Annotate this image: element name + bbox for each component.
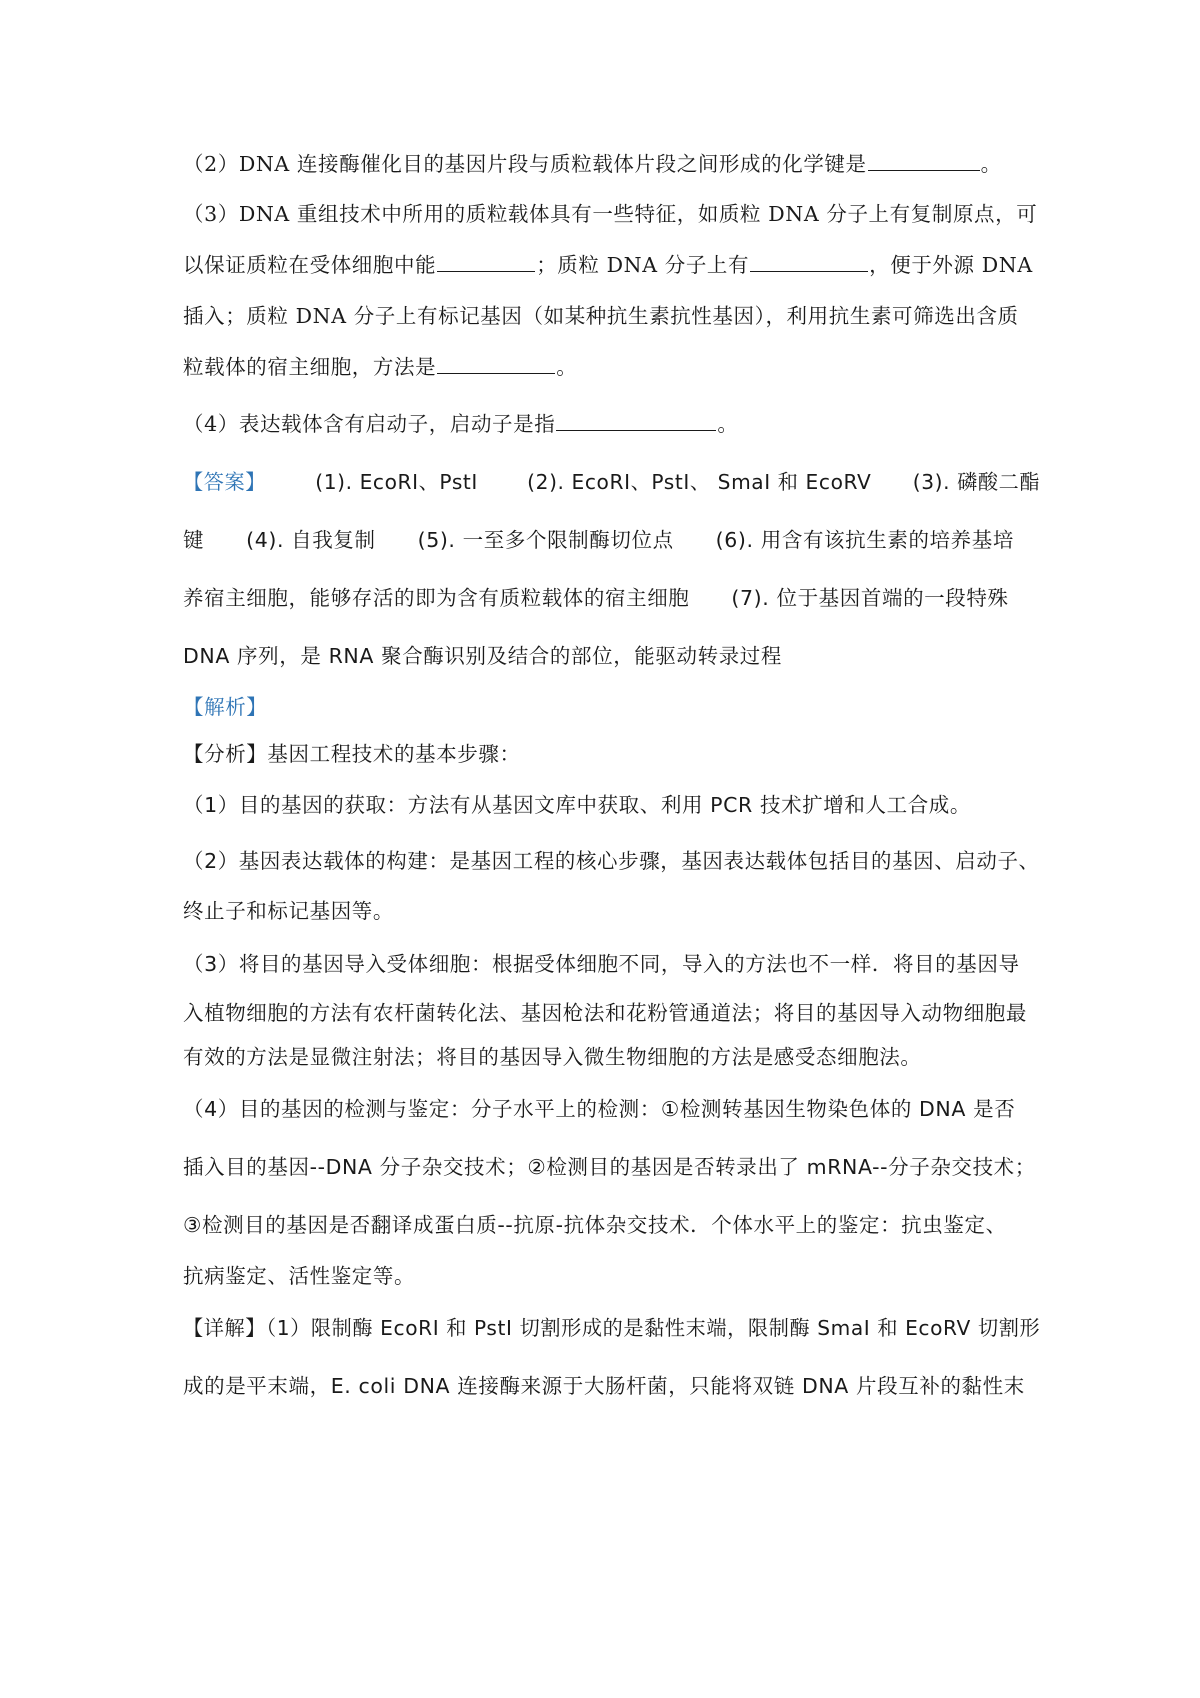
analysis-step-2-line-2: 终止子和标记基因等。 — [183, 899, 394, 923]
detail-line-1: 【详解】（1）限制酶 EcoRI 和 PstI 切割形成的是黏性末端，限制酶 SmaI 和 EcoRV 切割形 — [183, 1316, 1041, 1340]
answer-line-2 — [183, 526, 1014, 554]
question-3-text-d: 粒载体的宿主细胞，方法是 — [183, 355, 437, 379]
question-4-line — [183, 410, 738, 438]
answer-line-4: DNA 序列，是 RNA 聚合酶识别及结合的部位，能驱动转录过程 — [183, 644, 782, 668]
question-2-end: 。 — [980, 152, 1002, 176]
analysis-step-2-line-1: （2）基因表达载体的构建：是基因工程的核心步骤，基因表达载体包括目的基因、启动子、 — [183, 849, 1040, 873]
analysis-intro: 【分析】基因工程技术的基本步骤： — [183, 742, 521, 766]
question-3-end: 。 — [556, 355, 578, 379]
answer-item-6-cont: 养宿主细胞，能够存活的即为含有质粒载体的宿主细胞 — [183, 586, 690, 610]
analysis-step-4-line-2: 插入目的基因--DNA 分子杂交技术；②检测目的基因是否转录出了 mRNA--分子杂交技术； — [183, 1155, 1036, 1179]
answer-item-3: (3). 磷酸二酯 — [912, 470, 1041, 494]
question-3-text-b: ；质粒 DNA 分子上有 — [536, 253, 750, 277]
analysis-step-4-line-3: ③检测目的基因是否翻译成蛋白质--抗原-抗体杂交技术．个体水平上的鉴定：抗虫鉴定、 — [183, 1213, 1007, 1237]
analysis-step-3-line-2: 入植物细胞的方法有农杆菌转化法、基因枪法和花粉管通道法；将目的基因导入动物细胞最 — [183, 1001, 1027, 1025]
answer-blank — [437, 353, 555, 374]
answer-blank — [556, 410, 716, 431]
answer-line-1 — [183, 468, 1040, 496]
question-3-text-a: 以保证质粒在受体细胞中能 — [183, 253, 437, 277]
answer-item-7: (7). 位于基因首端的一段特殊 — [731, 586, 1009, 610]
question-3-line-3: 插入；质粒 DNA 分子上有标记基因（如某种抗生素抗性基因），利用抗生素可筛选出含质 — [183, 304, 1019, 328]
analysis-label: 【解析】 — [183, 695, 268, 719]
question-4-end: 。 — [717, 412, 739, 436]
analysis-step-1: （1）目的基因的获取：方法有从基因文库中获取、利用 PCR 技术扩增和人工合成。 — [183, 793, 971, 817]
answer-item-3-cont: 键 — [183, 528, 205, 552]
answer-line-3 — [183, 584, 1009, 612]
question-3-text-c: ，便于外源 DNA — [869, 253, 1033, 277]
answer-blank — [437, 251, 535, 272]
answer-item-2: (2). EcoRI、PstI、 SmaI 和 EcoRV — [527, 470, 872, 494]
analysis-step-4-line-4: 抗病鉴定、活性鉴定等。 — [183, 1264, 416, 1288]
analysis-step-4-line-1: （4）目的基因的检测与鉴定：分子水平上的检测：①检测转基因生物染色体的 DNA 是否 — [183, 1097, 1016, 1121]
question-3-line-1: （3）DNA 重组技术中所用的质粒载体具有一些特征，如质粒 DNA 分子上有复制原点，可 — [183, 202, 1038, 226]
answer-item-4: (4). 自我复制 — [246, 528, 376, 552]
question-2-line — [183, 150, 1002, 178]
analysis-step-3-line-1: （3）将目的基因导入受体细胞：根据受体细胞不同，导入的方法也不一样．将目的基因导 — [183, 952, 1020, 976]
answer-item-6: (6). 用含有该抗生素的培养基培 — [715, 528, 1014, 552]
question-4-text: （4）表达载体含有启动子，启动子是指 — [183, 412, 556, 436]
answer-label: 【答案】 — [183, 470, 267, 494]
answer-blank — [868, 150, 980, 171]
question-3-line-2 — [183, 251, 1033, 279]
analysis-step-3-line-3: 有效的方法是显微注射法；将目的基因导入微生物细胞的方法是感受态细胞法。 — [183, 1045, 922, 1069]
answer-blank — [750, 251, 868, 272]
answer-item-1: (1). EcoRI、PstI — [315, 470, 478, 494]
question-3-line-4 — [183, 353, 577, 381]
detail-line-2: 成的是平末端，E. coli DNA 连接酶来源于大肠杆菌，只能将双链 DNA 片段互补的黏性末 — [183, 1374, 1025, 1398]
question-2-text: （2）DNA 连接酶催化目的基因片段与质粒载体片段之间形成的化学键是 — [183, 152, 867, 176]
answer-item-5: (5). 一至多个限制酶切位点 — [417, 528, 674, 552]
